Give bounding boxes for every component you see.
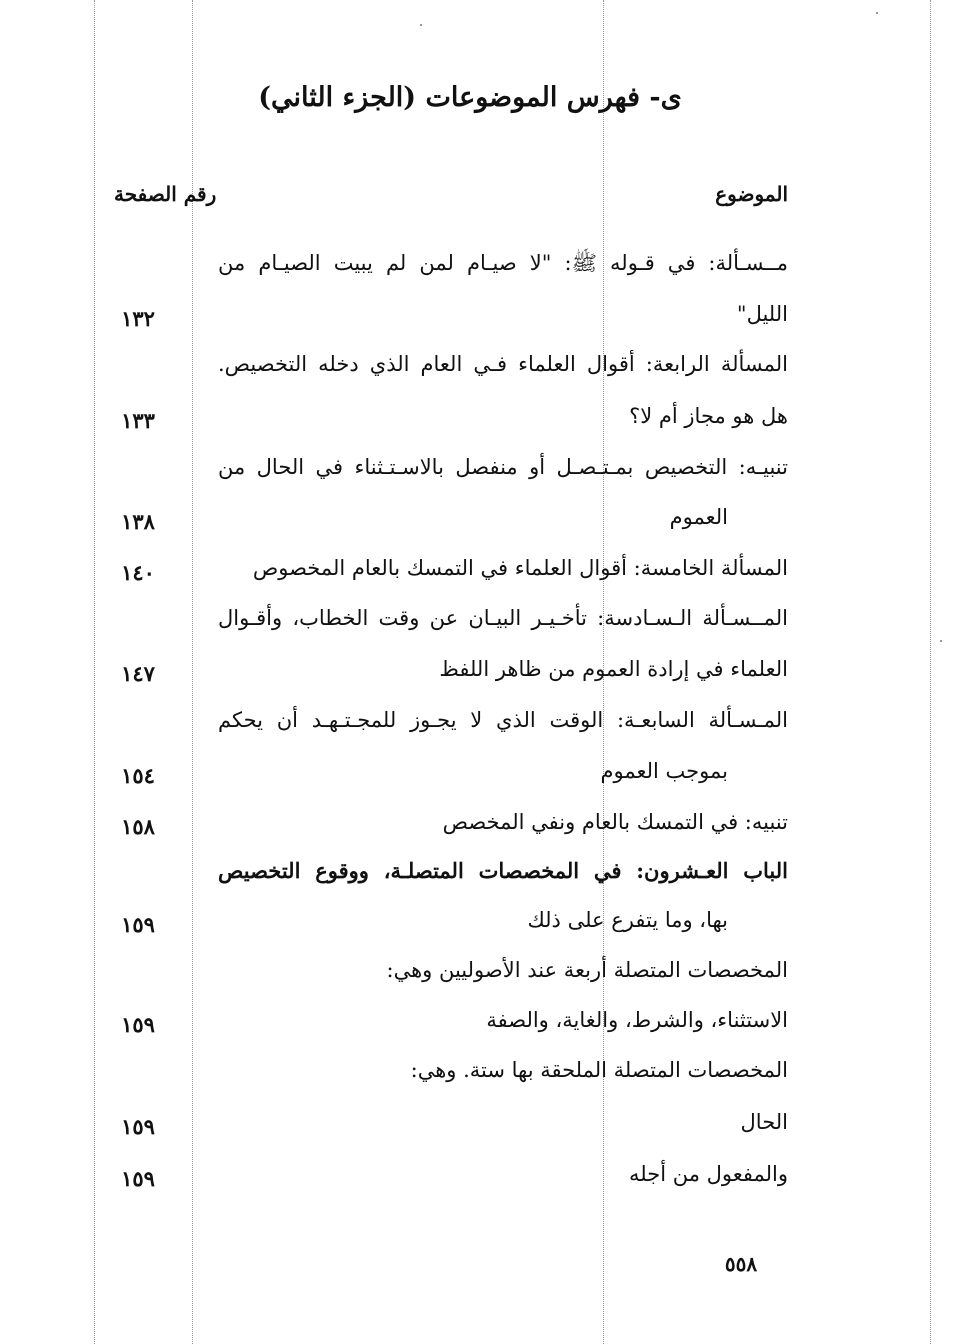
entry-page-number: ١٣٣ bbox=[121, 408, 155, 433]
entry-page-number: ١٥٩ bbox=[121, 912, 155, 937]
entry-line: المـسـألة السابعـة: الوقت الذي لا يجـوز للمجـتـهـد أن يحكم bbox=[218, 708, 788, 732]
entry-page-number: ١٥٩ bbox=[121, 1114, 155, 1139]
entry-line: مــسـألة: في قـوله ﷺ: "لا صيـام لمن لم يبيت الصيـام من bbox=[218, 251, 789, 275]
scan-guide-line bbox=[930, 0, 931, 1344]
entry-page-number: ١٥٨ bbox=[121, 814, 155, 839]
entry-line: تنبيه: في التمسك بالعام ونفي المخصص bbox=[442, 810, 788, 834]
entry-line: هل هو مجاز أم لا؟ bbox=[629, 404, 788, 428]
topic-column-header: الموضوع bbox=[715, 182, 788, 206]
entry-line: المــسـألة الـسـادسة: تأخـيـر البيـان عن وقت الخطاب، وأقـوال bbox=[218, 606, 788, 630]
entry-page-number: ١٥٤ bbox=[121, 763, 155, 788]
entry-line: المسألة الخامسة: أقوال العلماء في التمسك بالعام المخصوص bbox=[252, 556, 788, 580]
entry-line: العموم bbox=[669, 505, 728, 529]
scan-speck bbox=[420, 24, 422, 26]
entry-line: المخصصات المتصلة الملحقة بها ستة. وهي: bbox=[410, 1058, 788, 1082]
entry-line: بها، وما يتفرع على ذلك bbox=[527, 908, 728, 932]
entry-line: الاستثناء، والشرط، والغاية، والصفة bbox=[486, 1008, 788, 1032]
entry-line: المخصصات المتصلة أربعة عند الأصوليين وهي: bbox=[386, 958, 788, 982]
entry-page-number: ١٣٢ bbox=[121, 306, 155, 331]
page-title: ى- فهرس الموضوعات (الجزء الثاني) bbox=[258, 82, 682, 113]
entry-line: المسألة الرابعة: أقوال العلماء فـي العام الذي دخله التخصيص. bbox=[218, 352, 788, 376]
chapter-heading-line: الباب العـشرون: في المخصصات المتصلـة، ووقوع التخصيص bbox=[218, 858, 788, 883]
entry-line: تنبيـه: التخصيص بمـتـصـل أو منفصل بالاسـتـثناء في الحال من bbox=[218, 455, 788, 479]
page-number-column-header: رقم الصفحة bbox=[114, 182, 217, 206]
entry-page-number: ١٤٧ bbox=[121, 661, 155, 686]
entry-line: الحال bbox=[740, 1110, 788, 1134]
scan-guide-line bbox=[94, 0, 95, 1344]
entry-line: العلماء في إرادة العموم من ظاهر اللفظ bbox=[439, 657, 788, 681]
scan-speck bbox=[940, 640, 942, 642]
entry-line: بموجب العموم bbox=[600, 759, 728, 783]
entry-page-number: ١٤٠ bbox=[121, 560, 155, 585]
entry-page-number: ١٥٩ bbox=[121, 1166, 155, 1191]
entry-line: والمفعول من أجله bbox=[629, 1162, 788, 1186]
entry-page-number: ١٣٨ bbox=[121, 509, 155, 534]
scan-speck bbox=[876, 12, 878, 14]
folio-page-number: ٥٥٨ bbox=[724, 1252, 758, 1276]
entry-page-number: ١٥٩ bbox=[121, 1012, 155, 1037]
entry-line: الليل" bbox=[736, 302, 788, 326]
